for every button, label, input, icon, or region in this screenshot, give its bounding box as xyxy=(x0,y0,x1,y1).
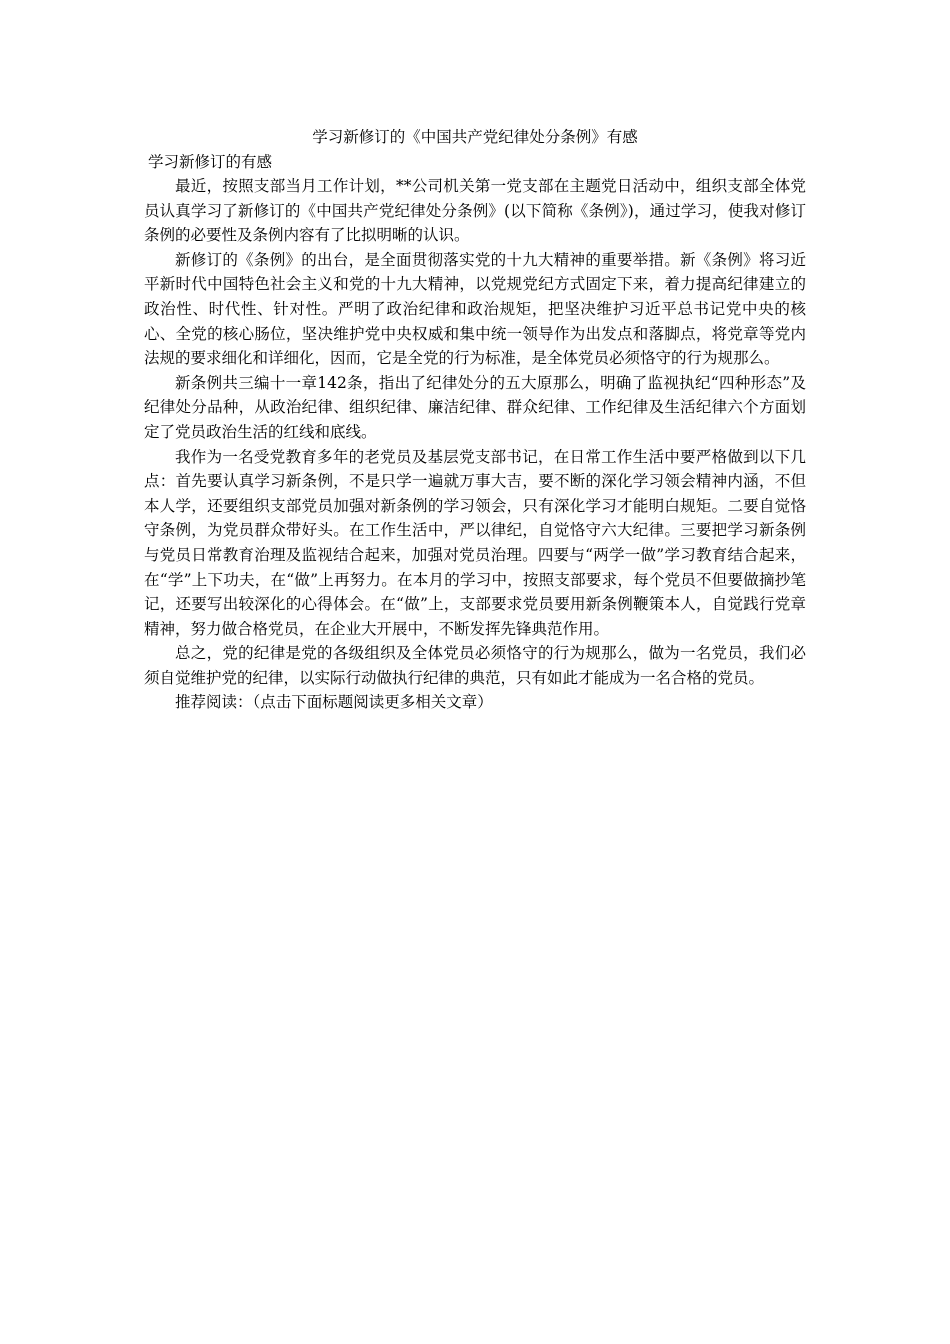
document-title: 学习新修订的《中国共产党纪律处分条例》有感 xyxy=(312,128,638,146)
document-subtitle: 学习新修订的有感 xyxy=(148,153,273,171)
paragraph-structure: 新条例共三编十一章142条，指出了纪律处分的五大原那么，明确了监视执纪“四种形态”及纪律处分品种，从政治纪律、组织纪律、廉洁纪律、群众纪律、工作纪律及生活纪律六个方面划定了党员政治生活的红线和底线。 xyxy=(144,373,806,441)
paragraph-commitments: 我作为一名受党教育多年的老党员及基层党支部书记，在日常工作生活中要严格做到以下几点：首先要认真学习新条例，不是只学一遍就万事大吉，要不断的深化学习领会精神内涵，不但本人学，还要组织支部党员加强对新条例的学习领会，只有深化学习才能明白规矩。二要自觉恪守条例，为党员群众带好头。在工作生活中，严以律纪，自觉恪守六大纪律。三要把学习新条例与党员日常教育治理及监视结合起来，加强对党员治理。四要与“两学一做”学习教育结合起来，在“学”上下功夫，在“做”上再努力。在本月的学习中，按照支部要求，每个党员不但要做摘抄笔记，还要写出较深化的心得体会。在“做”上，支部要求党员要用新条例鞭策本人，自觉践行党章精神，努力做合格党员，在企业大开展中，不断发挥先锋典范作用。 xyxy=(144,447,806,638)
paragraph-intro: 最近，按照支部当月工作计划，**公司机关第一党支部在主题党日活动中，组织支部全体党员认真学习了新修订的《中国共产党纪律处分条例》(以下简称《条例》)，通过学习，使我对修订条例的必要性及条例内容有了比拟明晰的认识。 xyxy=(144,177,806,245)
paragraph-conclusion: 总之，党的纪律是党的各级组织及全体党员必须恪守的行为规那么，做为一名党员，我们必须自觉维护党的纪律，以实际行动做执行纪律的典范，只有如此才能成为一名合格的党员。 xyxy=(144,644,806,687)
paragraph-significance: 新修订的《条例》的出台，是全面贯彻落实党的十九大精神的重要举措。新《条例》将习近平新时代中国特色社会主义和党的十九大精神，以党规党纪方式固定下来，着力提高纪律建立的政治性、时代性、针对性。严明了政治纪律和政治规矩，把坚决维护习近平总书记党中央的核心、全党的核心肠位，坚决维护党中央权威和集中统一领导作为出发点和落脚点，将党章等党内法规的要求细化和详细化，因而，它是全党的行为标准，是全体党员必须恪守的行为规那么。 xyxy=(144,250,806,368)
recommended-reading: 推荐阅读：（点击下面标题阅读更多相关文章） xyxy=(175,693,493,712)
document-body xyxy=(144,124,806,715)
